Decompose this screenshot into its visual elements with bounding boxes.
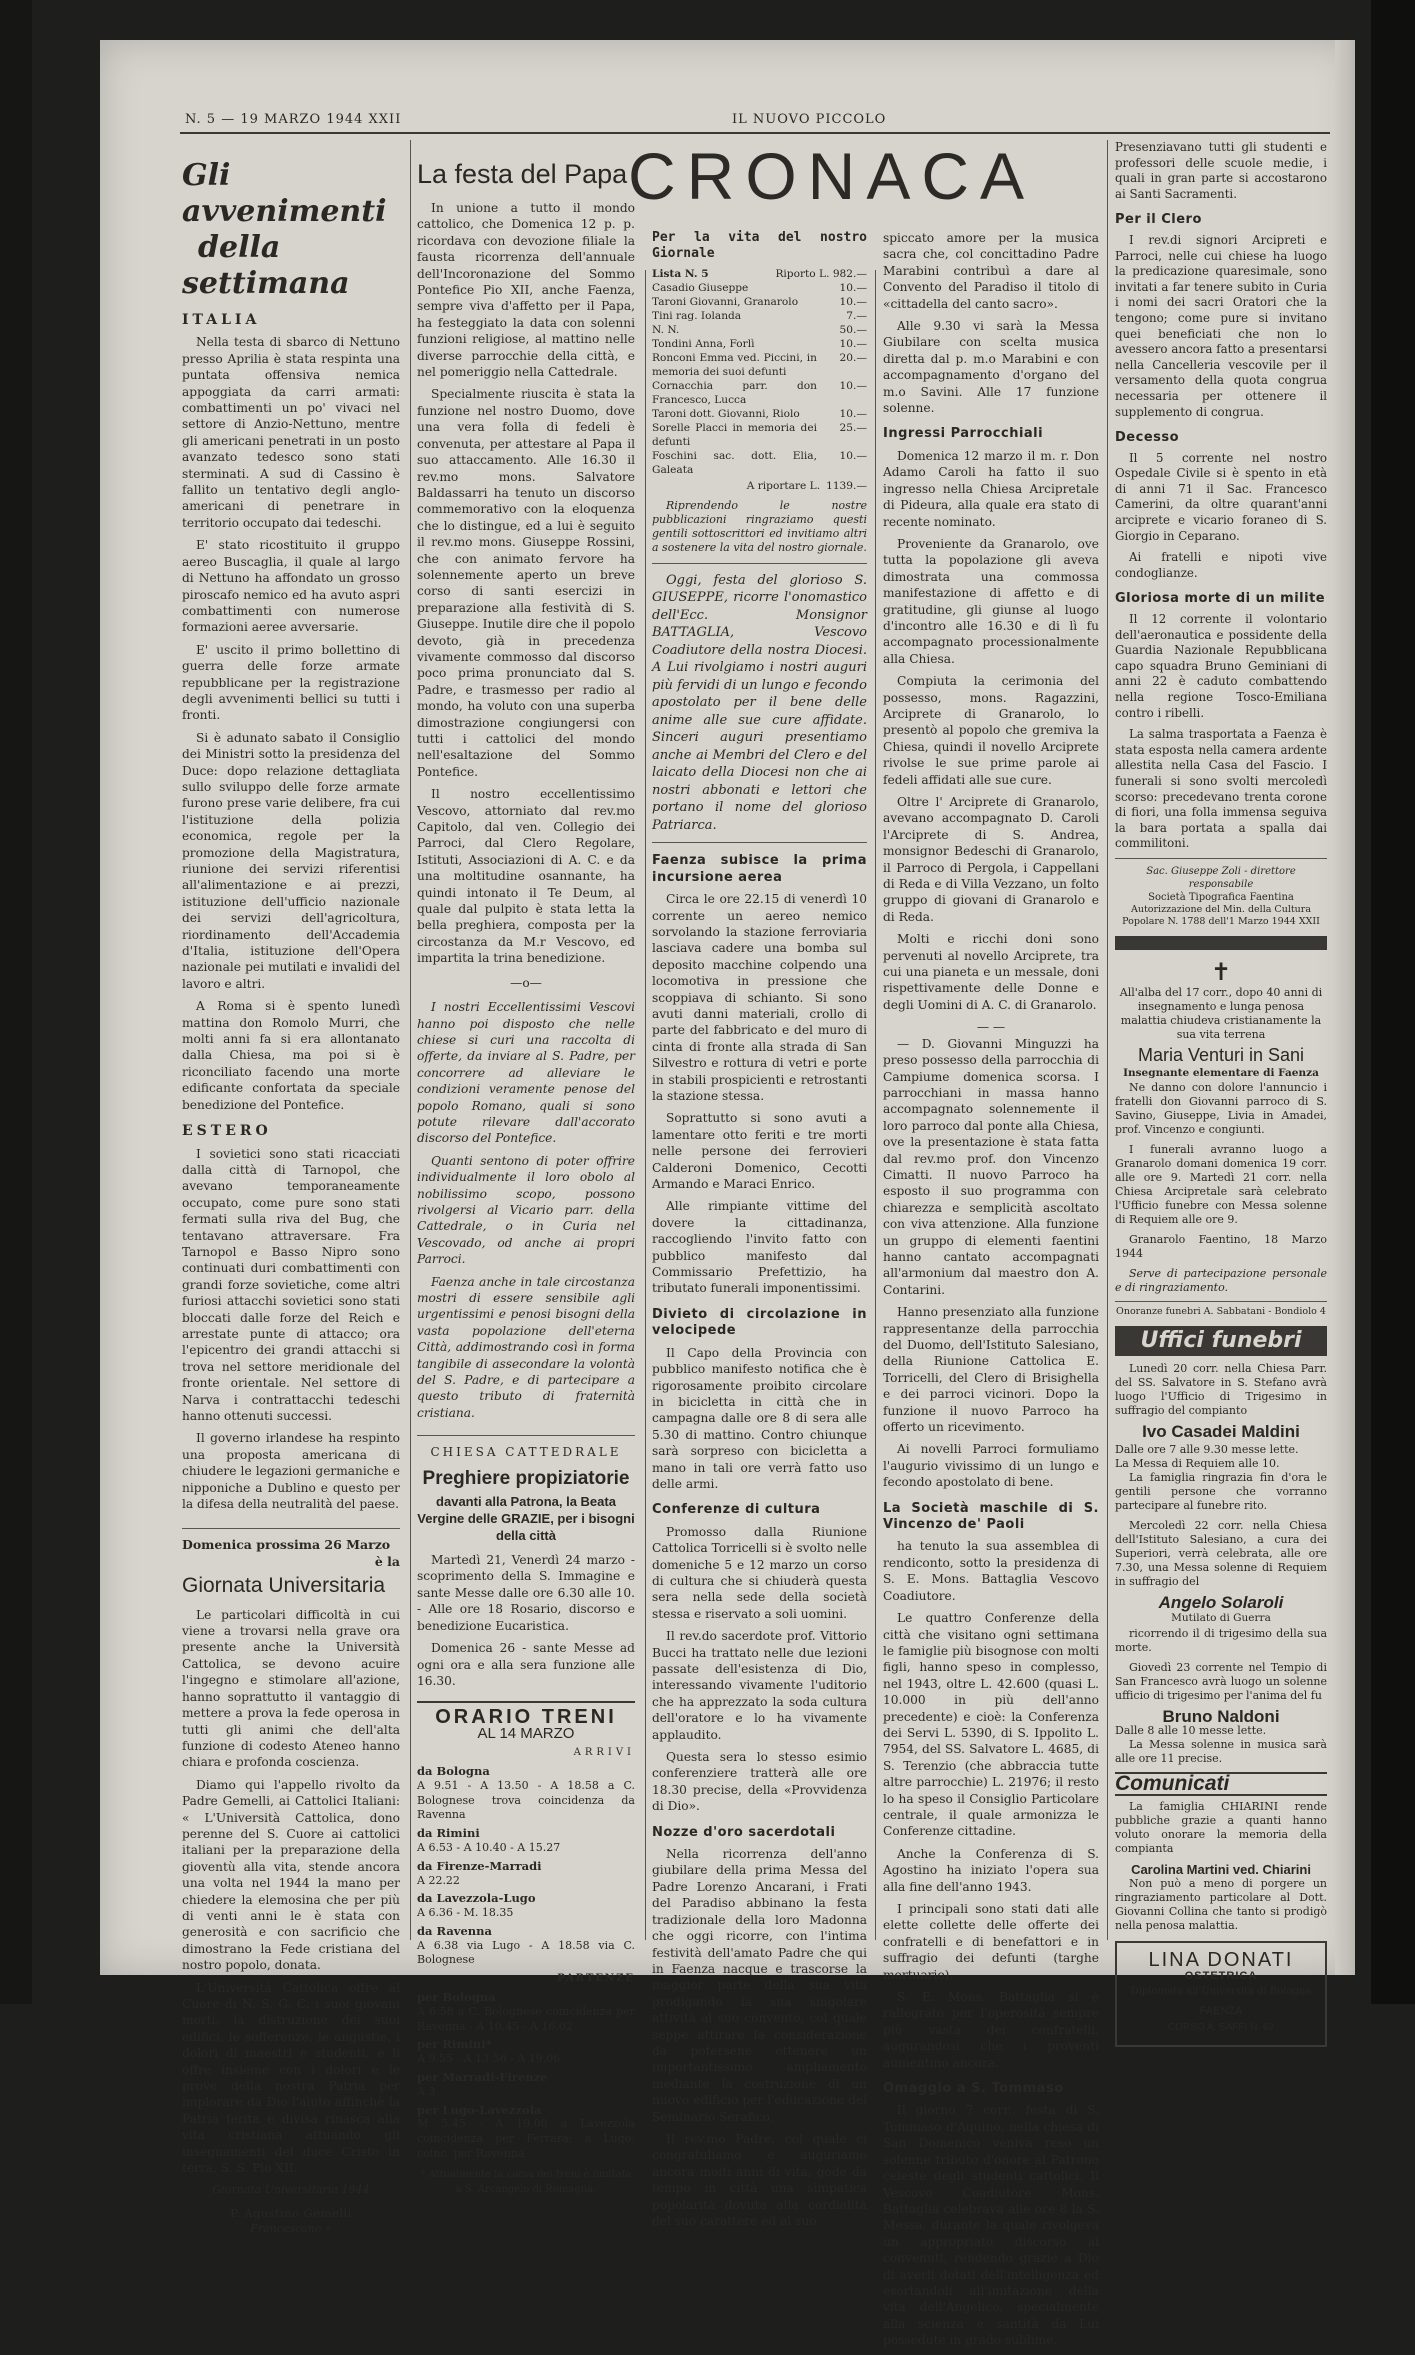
- cross-icon: ✝: [1210, 957, 1232, 986]
- paragraph: Quanti sentono di poter offrire individualmente il loro obolo al nobilissimo scopo, possono rivolgersi al Vicario parr. della Cattedrale, o in Curia nel Vescovado, od anche ai propri Parroci.: [417, 1153, 635, 1267]
- donor-name: Ronconi Emma ved. Piccini, in memoria dei suoi defunti: [652, 351, 817, 378]
- divider: [417, 1435, 635, 1436]
- paragraph: E' uscito il primo bollettino di guerra delle forze armate repubblicane per la registrazione degli avvenimenti bellici su tutti i fronti.: [182, 642, 400, 723]
- venturi-name: Maria Venturi in Sani: [1137, 1044, 1305, 1065]
- paragraph: La famiglia CHIARINI rende pubbliche grazie a quanti hanno voluto onorare la memoria della compianta: [1115, 1799, 1327, 1855]
- paragraph: All'alba del 17 corr., dopo 40 anni di insegnamento e lunga penosa malattia chiudeva cristianamente la sua vita terrena: [1119, 985, 1323, 1041]
- donor-row: [652, 421, 867, 449]
- donor-name: Taroni Giovanni, Granarolo: [652, 295, 799, 308]
- separator: — —: [976, 1020, 1006, 1035]
- donor-amount: 10.—: [839, 407, 867, 420]
- donor-row: [652, 449, 867, 477]
- resp-printer: Società Tipografica Faentina: [1148, 891, 1294, 903]
- paragraph: Granarolo Faentino, 18 Marzo 1944: [1115, 1233, 1327, 1261]
- ad-city: FAENZA: [1199, 2005, 1243, 2018]
- train-station: da Lavezzola-Lugo: [417, 1891, 536, 1906]
- train-station: per Lugo-Lavezzola: [417, 2102, 542, 2117]
- paragraph: I rev.di signori Arcipreti e Parroci, nelle cui chiese ha luogo la predicazione quaresimale, sono invitati a far tenere subito in Curia i nomi dei sacri Oratori che la tengono; come pure si invitano quei beneficiati che non lo avessero ancora fatto a presentarsi nella Cancelleria vescovile per il versamento della quota congrua necessaria per ottenere il supplemento di congrua.: [1115, 232, 1327, 419]
- donor-row: [652, 309, 867, 323]
- paragraph: Il rev.do sacerdote prof. Vittorio Bucci ha trattato nelle due lezioni passate dell'esistenza di Dio, interessando vivamente l'uditorio che ha apprezzato la soda cultura dell'oratore e lo ha vivamente applaudito.: [652, 1629, 867, 1742]
- conferenze-head: Conferenze di cultura: [652, 1502, 821, 1518]
- donor-row: [652, 379, 867, 407]
- preghiere-title: Preghiere propiziatorie: [422, 1467, 630, 1489]
- ad-diploma: Diplomata all'Università di Bologna: [1130, 1986, 1312, 1998]
- orario-sub: AL 14 MARZO: [477, 1724, 575, 1742]
- donati-ad: [1115, 1941, 1327, 2047]
- train-timetable: [417, 1746, 635, 2197]
- naldoni-name: Bruno Naldoni: [1162, 1706, 1280, 1726]
- issue-line: N. 5 — 19 MARZO 1944 XXII: [185, 112, 402, 127]
- paragraph: Circa le ore 22.15 di venerdì 10 corrente un aereo nemico sorvolando la stazione ferroviaria lasciava cadere una bomba sul deposito macchine colpendo una locomotiva in pressione che scoppiava di schianto. Si sono avuti danni materiali, crollo di parte del fabbricato e del muro di cinta di fronte alla strada di San Silvestro e rottura di vetri e porte in stabili prospicienti e retrostanti la stazione stessa.: [652, 892, 867, 1103]
- riporto-value: 982.—: [832, 267, 867, 280]
- festa-papa-title: La festa del Papa: [417, 159, 628, 189]
- donor-rows: [652, 281, 867, 477]
- paragraph: Presenziavano tutti gli studenti e professori delle scuole medie, i quali in gran parte si accostarono ai Santi Sacramenti.: [1115, 140, 1327, 201]
- giornale-head: Per la vita del nostro Giornale: [652, 230, 867, 262]
- paragraph: ricorrendo il di trigesimo della sua morte.: [1115, 1626, 1327, 1654]
- solaroli-name: Angelo Solaroli: [1158, 1593, 1284, 1613]
- paragraph: Hanno presenziato alla funzione rappresentanze della parrocchia del Duomo, dell'Istituto Salesiano, della Riunione Cattolica E. Torricelli, del Clero di Brisighella e dei parroci vicinori. Dopo la funzione il nuovo Parroco ha offerto un ricevimento.: [883, 1305, 1099, 1435]
- ringrazia-note: Riprendendo le nostre pubblicazioni ringraziamo questi gentili sottoscrittori ed invitiamo altri a sostenere la vita del nostro giornale.: [652, 498, 867, 554]
- arrivi-list: [417, 1764, 635, 1968]
- section-italia: ITALIA: [182, 312, 261, 328]
- donor-amount: 10.—: [839, 295, 867, 308]
- train-times: A 9.51 - A 13.50 - A 18.58 a C. Bolognese trova coincidenza da Ravenna: [417, 1778, 635, 1822]
- donor-name: N. N.: [652, 323, 680, 336]
- paragraph: Alle rimpiante vittime del dovere la cittadinanza, raccogliendo l'invito fatto con pubblico manifesto dal Commissario Prefettizio, ha tributato funerali imponentissimi.: [652, 1199, 867, 1296]
- giornata-title: Giornata Universitaria: [182, 1574, 386, 1598]
- paragraph: — D. Giovanni Minguzzi ha preso possesso della parrocchia di Campiume domenica scorsa. I parrocchiani in massa hanno accompagnato solennemente il loro parroco dal ponte alla Chiesa, ove la presentazione è stata fatta dal rev.mo prof. don Vincenzo Cimatti. Il nuovo Parroco ha esposto il suo programma con chiarezza e semplicità ascoltato con viva attenzione. Alla funzione un gruppo di elementi faentini hanno cantato accompagnati all'armonium dal maestro don A. Contarini.: [883, 1036, 1099, 1297]
- paragraph: Il 12 corrente il volontario dell'aeronautica e possidente della Guardia Nazionale Repubblicana capo squadra Bruno Geminiani di anni 22 è caduto combattendo nella regione Tosco-Emiliana contro i ribelli.: [1115, 612, 1327, 720]
- donor-name: Tondini Anna, Forlì: [652, 337, 755, 350]
- scan-left-edge: [0, 0, 32, 2004]
- paragraph: I nostri Eccellentissimi Vescovi hanno poi disposto che nelle chiese si curi una raccolta di offerte, da inviare al S. Padre, per concorrere ad alleviare le condizioni veramente penose del popolo Romano, quali si sono potute rilevare dall'accorato discorso del Pontefice.: [417, 1000, 635, 1146]
- paragraph: Il 5 corrente nel nostro Ospedale Civile si è spento in età di anni 71 il Sac. Francesco Camerini, da oltre quarant'anni arciprete e vicario foraneo di S. Giorgio in Ceparano.: [1115, 450, 1327, 543]
- donor-amount: 10.—: [839, 379, 867, 392]
- train-station: per Marradi-Firenze: [417, 2070, 548, 2085]
- partenze-label: PARTENZE: [557, 1973, 635, 1985]
- uffici-head: Uffici funebri: [1115, 1326, 1327, 1356]
- solaroli-sub: Mutilato di Guerra: [1171, 1611, 1271, 1624]
- faenza-head: Faenza subisce la prima incursione aerea: [652, 853, 867, 885]
- train-times: A 3: [417, 2084, 436, 2098]
- ad-address: CORSO A. SAFFI N. 62: [1167, 2021, 1275, 2033]
- column-cronaca-2: [883, 230, 1099, 2355]
- paragraph: ha tenuto la sua assemblea di rendiconto, sotto la presidenza di S. E. Mons. Battaglia Vescovo Coadiutore.: [883, 1539, 1099, 1603]
- donor-amount: 25.—: [839, 421, 867, 434]
- partenze-list: [417, 1990, 635, 2162]
- venturi-sub: Insegnante elementare di Faenza: [1123, 1066, 1319, 1079]
- paragraph: Oltre l' Arciprete di Granarolo, avevano accompagnato D. Caroli l'Arciprete di S. Andrea, monsignor Bedeschi di Granarolo, il Parroco di Pergola, i Cappellani di Reda e di Villa Vezzano, un folto gruppo di giovani di Granarolo e di Reda.: [883, 795, 1099, 924]
- scan-right-edge: [1371, 0, 1415, 2004]
- donor-row: [652, 351, 867, 379]
- paragraph: Il giorno 7 corr., festa di S. Tommaso d'Aquino, nella chiesa di San Domenico veniva reso un solenne tributo d'onore al Patrono celeste degli studenti cattolici. Il Vescovo Coadiutore Mons. Battaglia celebrava alle ore 8 la S. Messa, durante la quale rivolgeva un appropriato discorso ai convenuti, rendendo grazie a Dio di averli dotati dell'intelligenza ed esortandoli all'imitazione della vita dell'Angelico, specialmente alla scienza e santità da Lui possedute in grado sublime.: [883, 2103, 1099, 2348]
- donor-row: [652, 323, 867, 337]
- ingressi-head: Ingressi Parrocchiali: [883, 426, 1044, 442]
- donor-row: [652, 337, 867, 351]
- gloriosa-head: Gloriosa morte di un milite: [1115, 591, 1326, 607]
- train-note: * Attualmente la corsa dei treni è limitata a S. Arcangelo di Romagna.: [420, 2168, 632, 2195]
- casadei-name: Ivo Casadei Maldini: [1142, 1421, 1300, 1441]
- donor-amount: 10.—: [839, 449, 867, 462]
- paragraph: Giovedì 23 corrente nel Tempio di San Francesco avrà luogo un solenne ufficio di trigesimo per l'anima del fu: [1115, 1660, 1327, 1702]
- paragraph: Dalle ore 7 alle 9.30 messe lette.: [1115, 1443, 1299, 1457]
- paragraph: Specialmente riuscita è stata la funzione nel nostro Duomo, dove una vera folla di fedeli è convenuta, per attestare al Papa il suo attaccamento. Alle 16.30 il rev.mo mons. Salvatore Baldassarri ha tenuto un discorso commemorativo con la eloquenza che lo distingue, ed a lui è seguito il rev.mo mons. Giuseppe Rossini, che con animato fervore ha solennemente aperto un breve corso di santi esercizi in preparazione alla festività di S. Giuseppe. Inutile dire che il popolo devoto, già in precedenza vivamente commosso dal discorso poco prima pronunciato dal S. Padre, e trasmesso per radio al mondo, ha voluto con una superba dimostrazione congiungersi con tutti i cattolici del mondo nell'esaltazione del Sommo Pontefice.: [417, 387, 635, 779]
- paragraph: Le particolari difficoltà in cui viene a trovarsi nella grave ora presente anche la Università Cattolica, se devono acuire l'ingegno e stimolare all'azione, hanno soprattutto il vantaggio di mettere a prova la fede operosa in tutti gli animi che dell'alta funzione di codesto Ateneo hanno chiara e profonda coscienza.: [182, 1607, 400, 1770]
- paragraph: Il nostro eccellentissimo Vescovo, attorniato dal rev.mo Capitolo, dal ven. Collegio dei Parroci, dal Clero Regolare, Istituti, Associazioni di A. C. e da una moltitudine osannante, ha quindi intonato il Te Deum, al quale dal pulpito è stata letta la bella preghiera, composta per la circostanza da M.r Vescovo, ed impartita la trina benedizione.: [417, 787, 635, 966]
- train-times: A 6.38 via Lugo - A 18.58 via C. Bolognese: [417, 1938, 635, 1967]
- black-bar: [1115, 936, 1327, 950]
- paragraph: Molti e ricchi doni sono pervenuti al novello Arciprete, tra cui una pianeta e un messale, doni rispettivamente delle Donne e degli Uomini di A. C. di Granarolo.: [883, 932, 1099, 1012]
- paragraph: I principali sono stati dati alle elette collette delle offerte dei confratelli e di benefattori e in suffragio dei defunti (targhe mortuarie).: [883, 1902, 1099, 1982]
- cronaca-banner: CRONACA: [628, 139, 1036, 213]
- paragraph: Promosso dalla Riunione Cattolica Torricelli si è svolto nelle domeniche 5 e 12 marzo un corso di cultura che si chiuderà questa sera nella sede della società stessa e riservato a soli uomini.: [652, 1524, 867, 1621]
- paragraph: Non può a meno di porgere un ringraziamento particolare al Dott. Giovanni Collina che tanto si prodigò nella penosa malattia.: [1115, 1877, 1327, 1933]
- column-festa-papa: [417, 158, 635, 2197]
- donor-name: Sorelle Placci in memoria dei defunti: [652, 421, 817, 448]
- arrivi-label: ARRIVI: [573, 1747, 635, 1759]
- train-station: da Ravenna: [417, 1923, 492, 1938]
- paragraph: Nella testa di sbarco di Nettuno presso Aprilia è stata respinta una puntata offensiva nemica appoggiata da carri armati: combattimenti un po' vivaci nel settore di Anzio-Nettuno, mentre gli americani penetrati in un posto avanzato tedesco sono stati sterminati. A sud di Cassino è fallito un tentativo degli anglo-americani di penetrare in territorio occupato dai tedeschi.: [182, 335, 400, 530]
- paragraph: La Messa solenne in musica sarà alle ore 11 precise.: [1115, 1738, 1327, 1766]
- paragraph: E' stato ricostituito il gruppo aereo Buscaglia, il quale al largo di Nettuno ha affondato un grosso piroscafo nemico ed ha avuto aspri combattimenti con numerose formazioni aeree avversarie.: [182, 538, 400, 635]
- donor-amount: 7.—: [846, 309, 867, 322]
- riportare-value: 1139.—: [826, 479, 867, 492]
- paragraph: Ne danno con dolore l'annuncio i fratelli don Giovanni parroco di S. Savino, Giuseppe, Livia in Amadei, prof. Vincenzo e congiunti.: [1115, 1081, 1327, 1137]
- train-times: M 5.45 - A 19.08 a Lavezzola coincidenza per Ferrara; a Lugo: coinc. per Ravenna: [417, 2117, 635, 2161]
- paragraph: Martedì 21, Venerdì 24 marzo - scoprimento della S. Immagine e sante Messe dalle ore 6.30 alle 10. - Alle ore 18 Rosario, discorso e benedizione Eucaristica.: [417, 1553, 635, 1633]
- donor-amount: 50.—: [839, 323, 867, 336]
- domenica-line-2: è la: [374, 1553, 400, 1569]
- masthead: IL NUOVO PICCOLO: [732, 112, 887, 127]
- column-rule: [875, 270, 876, 1940]
- paragraph: In unione a tutto il mondo cattolico, che Domenica 12 p. p. ricordava con devozione filiale la fausta ricorrenza dell'annuale dell'Incoronazione del Sommo Pontefice Pio XII, anche Faenza, sempre viva d'affetto per il Papa, ha festeggiato la data con solenni funzioni religiose, al mattino nelle diverse parrocchie della città, e nel pomeriggio nella Cattedrale.: [417, 201, 635, 380]
- train-station: da Bologna: [417, 1763, 490, 1778]
- paragraph: Proveniente da Granarolo, ove tutta la popolazione gli aveva dimostrata una commossa manifestazione di affetto e di gratitudine, gli giunse al luogo d'incontro alle 16.30 e di lì fu accompagnato processionalmente alla Chiesa.: [883, 536, 1099, 666]
- paragraph: Lunedì 20 corr. nella Chiesa Parr. del SS. Salvatore in S. Stefano avrà luogo l'Ufficio di Trigesimo in suffragio del compianto: [1115, 1361, 1327, 1417]
- column-rule: [410, 140, 411, 1940]
- separator: —o—: [510, 975, 542, 990]
- donor-table: [652, 267, 867, 493]
- paragraph: Il rev.mo Padre, col quale ci congratuliamo e auguriamo ancora molti anni di vita, gode da tempo in città una simpatica popolarità dovuta alla cordialità del suo carattere ed al suo: [652, 2131, 867, 2228]
- divider: [652, 842, 867, 843]
- paragraph: I sovietici sono stati ricacciati dalla città di Tarnopol, che avevano temporaneamente occupato, come pure sono stati fermati sulla riva del Bug, che tentavano attraversare. Fra Tarnopol e Basso Nipro sono continuati duri combattimenti con grandi forze sovietiche, come altri furiosi attacchi sovietici sono stati bloccati dalle forze del Reich e arrestate punte di attacco; ora l'epicentro dei grandi attacchi si trova nel settore meridionale del fronte orientale. Nel settore di Narva i contrattacchi tedeschi hanno ottenuti successi.: [182, 1146, 400, 1423]
- riporto-label: Riporto L.: [775, 267, 830, 280]
- donor-name: Casadio Giuseppe: [652, 281, 749, 294]
- column-rule: [1107, 140, 1108, 1940]
- section-estero: ESTERO: [182, 1123, 272, 1140]
- giuseppe-note: Oggi, festa del glorioso S. GIUSEPPE, ricorre l'onomastico dell'Ecc. Monsignor BATTAGLIA, Vescovo Coadiutore della nostra Diocesi. A Lui rivolgiamo i nostri auguri più fervidi di un lungo e fecondo apostolato per il bene delle anime alle sue cure affidate. Sinceri auguri presentiamo anche ai Membri del Clero e del laicato della Diocesi non che ai nostri abbonati e lettori che portano il nome del glorioso Patriarca.: [652, 572, 867, 833]
- signature-order: Francescano »: [250, 2222, 332, 2236]
- paragraph: Dalle 8 alle 10 messe lette.: [1115, 1724, 1267, 1738]
- ad-name: LINA DONATI: [1148, 1949, 1294, 1972]
- donor-amount: 10.—: [839, 337, 867, 350]
- paragraph: Ai fratelli e nipoti vive condoglianze.: [1115, 550, 1327, 580]
- divider: [182, 1528, 400, 1529]
- paragraph: Ai novelli Parroci formuliamo l'augurio vivissimo di un lungo e fecondo apostolato di bene.: [883, 1442, 1099, 1490]
- train-times: A 22.22: [417, 1873, 460, 1887]
- lista-label: Lista N. 5: [652, 267, 709, 280]
- newspaper-page: [100, 40, 1355, 2348]
- ad-role: OSTETRICA: [1184, 1969, 1258, 1982]
- train-station: da Firenze-Marradi: [417, 1858, 542, 1873]
- paragraph: Faenza anche in tale circostanza mostri di essere sensibile agli urgentissimi e penosi bisogni della vasta popolazione dell'eterna Città, addimostrando così in forma tangibile di assecondare la volontà del S. Padre, e di partecipare a questo tributo di fraternità cristiana.: [417, 1274, 635, 1420]
- paragraph: Domenica 26 - sante Messe ad ogni ora e alla sera funzione alle 16.30.: [417, 1641, 635, 1688]
- omaggio-head: Omaggio a S. Tommaso: [883, 2081, 1064, 2097]
- donor-name: Cornacchia parr. don Francesco, Lucca: [652, 379, 817, 406]
- column-cronaca-1: [652, 230, 867, 2235]
- domenica-line: Domenica prossima 26 Marzo: [182, 1537, 391, 1553]
- onoranze-line: Onoranze funebri A. Sabbatani - Bondiolo 4: [1115, 1301, 1327, 1320]
- train-station: per Bologna: [417, 1990, 496, 2005]
- donor-name: Taroni dott. Giovanni, Riolo: [652, 407, 800, 420]
- donor-row: [652, 407, 867, 421]
- paragraph: Si è adunato sabato il Consiglio dei Ministri sotto la presidenza del Duce: dopo relazione dettagliata sullo sviluppo delle forze armate furono prese varie delibere, fra cui l'istituzione della polizia economica, regole per la promozione della Magistratura, riunione dei servizi riferentisi all'alimentazione e ai prezzi, istituzione dell'ufficio nazionale dei servizi dell'agricoltura, riordinamento dell'Accademia d'Italia, istituzione dell'Opera nazionale pei mutilati e invalidi del lavoro e altri.: [182, 730, 400, 991]
- avvenimenti-title: [182, 158, 400, 302]
- signature-name: P. Agostino Gemelli: [230, 2205, 352, 2220]
- paragraph: La Messa di Requiem alle 10.: [1115, 1457, 1280, 1471]
- train-times: A 6.53 - A 10.40 - A 15.27: [417, 1840, 561, 1854]
- paragraph: Nella ricorrenza dell'anno giubilare della prima Messa del Padre Lorenzo Ancarani, i Frati del Paradiso abbinano la festa tradizionale della loro Madonna che oggi ricorre, con l'intima festività dell'amato Padre che qui in Faenza nacque e trascorse la maggior parte della sua vita prodigando la sua singolare attività al suo convento, col quale seppe attirare la considerazione da potersene ottenere un importantissimo ampliamento mediante la costruzione di un nuovo edificio per l'educazione del Seminario Serafico.: [652, 1847, 867, 2124]
- paragraph: Domenica 12 marzo il m. r. Don Adamo Caroli ha fatto il suo ingresso nella Chiesa Arcipretale di Pideura, alla quale era stato di recente nominato.: [883, 448, 1099, 529]
- paragraph: Il Capo della Provincia con pubblico manifesto notifica che è rigorosamente proibito circolare in bicicletta in città che in campagna dalle ore 8 di sera alle 5.30 di mattino. Contro chiunque sarà sorpreso con bicicletta a mano in tali ore verrà fatto uso delle armi.: [652, 1345, 867, 1491]
- donor-amount: 20.—: [839, 351, 867, 364]
- societa-head: La Società maschile di S. Vincenzo de' Paoli: [883, 1500, 1099, 1533]
- paragraph: I funerali avranno luogo a Granarolo domani domenica 19 corr. alle ore 9. Martedì 21 corr. nella Chiesa Arcipretale sarà celebrato l'Ufficio funebre con Messa solenne di Requiem alle ore 9.: [1115, 1143, 1327, 1227]
- train-times: A 6.58 a C. Bolognese coincidenza per Ravenna - A 10.45 - A 16.02: [417, 2004, 635, 2033]
- paragraph: Anche la Conferenza di S. Agostino ha iniziato l'opera sua alla fine dell'anno 1943.: [883, 1846, 1099, 1894]
- train-times: A 6.36 - M. 18.35: [417, 1906, 514, 1920]
- paragraph: Serve di partecipazione personale e di ringraziamento.: [1115, 1267, 1327, 1295]
- clero-head: Per il Clero: [1115, 212, 1202, 228]
- preghiere-sub: davanti alla Patrona, la Beata Vergine delle GRAZIE, per i bisogni della città: [417, 1494, 635, 1544]
- paragraph: S. E. Mons. Battaglia si è rallegrato per l'operosità sempre più vasta dei confratelli, augurandosi che i proventi aumentino ancora.: [883, 1990, 1099, 2070]
- column-annunci: [1115, 140, 1327, 2047]
- nozze-head: Nozze d'oro sacerdotali: [652, 1824, 836, 1840]
- paragraph: L'Università Cattolica offre al Cuore di N. S. G. C. i suoi giovani morti, la distruzione dei suoi edifici, le sofferenze, le angustie, i dolori di maestri e studenti, e li offre insieme con i dolori e le prove della nostra Patria per implorare da Dio l'aiuto affinchè la Patria ferita e divisa rinasca alla vita cristiana attuando gli insegnamenti del duce Cristo in terra, S. S. Pio XII.: [182, 1980, 400, 2176]
- decesso-head: Decesso: [1115, 430, 1180, 446]
- paragraph: spiccato amore per la musica sacra che, col concittadino Padre Marabini contribuì a dare al Convento del Paradiso il titolo di «cittadella del canto sacro».: [883, 231, 1099, 311]
- paragraph: Soprattutto si sono avuti a lamentare otto feriti e tre morti nelle persone dei ferrovieri Calderoni Domenico, Cecotti Armando e Maraci Enrico.: [652, 1111, 867, 1192]
- resp-director: Sac. Giuseppe Zoli - direttore responsabile: [1146, 865, 1296, 890]
- donor-name: Tini rag. Iolanda: [652, 309, 742, 322]
- comunicati-head: Comunicati: [1115, 1772, 1327, 1796]
- paragraph: La salma trasportata a Faenza è stata esposta nella camera ardente allestita nella Casa del Fascio. I funerali si sono svolti mercoledì scorso: precedevano trenta corone di fiori, una folla immensa seguiva la bara portata a spalla dai commilitoni.: [1115, 727, 1327, 851]
- paragraph: Questa sera lo stesso esimio conferenziere tratterà alle ore 18.30 precise, della «Provvidenza di Dio».: [652, 1750, 867, 1814]
- riportare-label: A riportare L.: [746, 479, 821, 492]
- column-rule: [645, 270, 646, 1940]
- header-rule: [180, 132, 1330, 134]
- page-fold: [1335, 40, 1355, 1975]
- train-times: A 9.55 - A 13.56 - A 19.06: [417, 2052, 561, 2066]
- paragraph: Compiuta la cerimonia del possesso, mons. Ragazzini, Arciprete di Granarolo, lo presentò al popolo che gremiva la Chiesa, quindi il novello Arciprete rivolse le sue prime parole ai fedeli affidati alle sue cure.: [883, 674, 1099, 787]
- donor-row: [652, 295, 867, 309]
- donor-amount: 10.—: [839, 281, 867, 294]
- resp-authorization: Autorizzazione del Min. della Cultura Popolare N. 1788 dell'1 Marzo 1944 XXII: [1122, 903, 1320, 927]
- divider: [417, 1701, 635, 1703]
- column-avvenimenti: [182, 158, 400, 2238]
- train-station: da Rimini: [417, 1826, 480, 1841]
- title-line: Gli avvenimenti: [182, 158, 387, 229]
- paragraph: A Roma si è spento lunedì mattina don Romolo Murri, che molti anni fa si era allontanato dalla Chiesa, ma poi si è riconciliato facendo una morte edificante confortata da speciale benedizione del Pontefice.: [182, 999, 400, 1112]
- divider: [1115, 858, 1327, 859]
- divieto-head: Divieto di circolazione in velocipede: [652, 1306, 867, 1339]
- paragraph: Le quattro Conferenze della città che visitano ogni settimana le famiglie più bisognose con molti figli, hanno speso in complesso, nel 1943, oltre L. 42.600 (quasi L. 10.000 in più dell'anno precedente) e cioè: la Conferenza dei Servi L. 5390, di S. Ippolito L. 7954, del SS. Salvatore L. 4685, di S. Terenzio (che abbraccia tutte altre parrocchie) L. 21976; il resto lo ha speso il Consiglio Particolare centrale, il quale armonizza le Conferenze cittadine.: [883, 1611, 1099, 1839]
- signature-event: Giornata Universitaria 1944: [212, 2183, 370, 2197]
- orario-title: ORARIO TRENI: [435, 1706, 617, 1729]
- donor-name: Foschini sac. dott. Elia, Galeata: [652, 449, 817, 476]
- donor-row: [652, 281, 867, 295]
- chiarini-name: Carolina Martini ved. Chiarini: [1131, 1861, 1311, 1877]
- title-line: della settimana: [182, 230, 350, 301]
- paragraph: Diamo qui l'appello rivolto da Padre Gemelli, ai Cattolici Italiani: « L'Università Cattolica, dono perenne del S. Cuore ai cattolici italiani per la preparazione della gioventù alla vita, stende ancora una volta nel 1944 la mano per chiedere la elemosina che per più di venti anni le è stata con generosità e con sacrificio che dimostrano la Fede cristiana del nostro popolo, donata.: [182, 1777, 400, 1973]
- train-station: per Rimini*: [417, 2037, 492, 2052]
- paragraph: Il governo irlandese ha respinto una proposta americana di chiudere le legazioni germaniche e nipponiche a Dublino e questo per la difesa della neutralità del paese.: [182, 1431, 400, 1512]
- divider: [652, 563, 867, 564]
- paragraph: La famiglia ringrazia fin d'ora le gentili persone che vorranno partecipare al funebre rito.: [1115, 1471, 1327, 1513]
- paragraph: Mercoledì 22 corr. nella Chiesa dell'Istituto Salesiano, a cura dei Superiori, verrà celebrata, alle ore 7.30, una Messa solenne di Requiem in suffragio del: [1115, 1519, 1327, 1589]
- paragraph: Alle 9.30 vi sarà la Messa Giubilare con scelta musica diretta dal p. m.o Marabini e con accompagnamento d'organo del m.o Savini. Alle 17 funzione solenne.: [883, 319, 1099, 416]
- chiesa-head: CHIESA CATTEDRALE: [430, 1445, 622, 1460]
